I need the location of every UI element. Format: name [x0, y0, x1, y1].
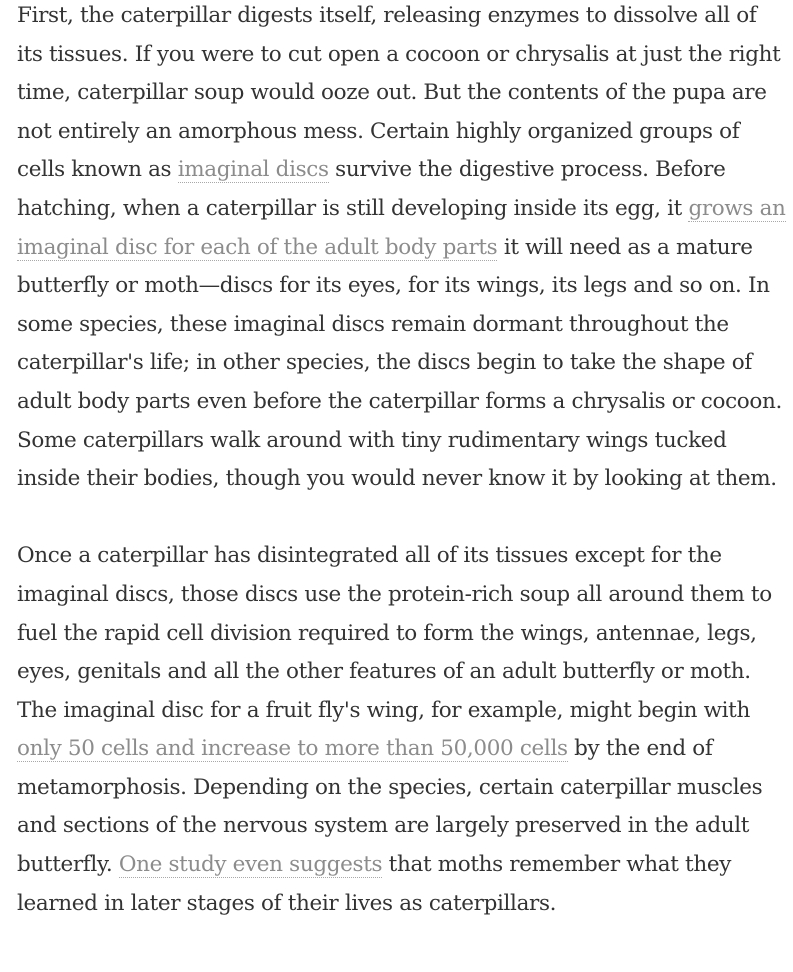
- link-only-50-cells[interactable]: only 50 cells and increase to more than 50,000 cells: [17, 736, 568, 762]
- link-grows-imaginal-disc[interactable]: grows an imaginal disc for each of the adult body parts: [17, 195, 786, 260]
- paragraph-2: [17, 537, 787, 923]
- article-body: [17, 0, 787, 923]
- paragraph-text: First, the caterpillar digests itself, releasing enzymes to dissolve all of its tissues. If you were to cut open a cocoon or chrysalis at just the right time, caterpillar soup would ooze out. But the contents of the pupa are not entirely an amorphous mess. Certain highly organized groups of cells known as: [17, 3, 781, 183]
- link-one-study[interactable]: One study even suggests: [118, 852, 383, 878]
- paragraph-text: survive the digestive process. Before hatching, when a caterpillar is still developing inside its egg, it: [17, 157, 726, 221]
- paragraph-1: [17, 0, 787, 499]
- paragraph-text: it will need as a mature butterfly or moth—discs for its eyes, for its wings, its legs and so on. In some species, these imaginal discs remain dormant throughout the caterpillar's life; in other species, the discs begin to take the shape of adult body parts even before the caterpillar forms a chrysalis or cocoon. Some caterpillars walk around with tiny rudimentary wings tucked inside their bodies, though you would never know it by looking at them.: [17, 234, 782, 492]
- link-imaginal-discs[interactable]: imaginal discs: [177, 157, 329, 183]
- paragraph-text: that moths remember what they learned in later stages of their lives as caterpillars.: [17, 852, 731, 916]
- paragraph-text: Once a caterpillar has disintegrated all of its tissues except for the imaginal discs, those discs use the protein-rich soup all around them to fuel the rapid cell division required to form the wings, antennae, legs, eyes, genitals and all the other features of an adult butterfly or moth. The imaginal disc for a fruit fly's wing, for example, might begin with: [17, 543, 772, 723]
- paragraph-text: by the end of metamorphosis. Depending on the species, certain caterpillar muscles and sections of the nervous system are largely preserved in the adult butterfly.: [17, 736, 763, 878]
